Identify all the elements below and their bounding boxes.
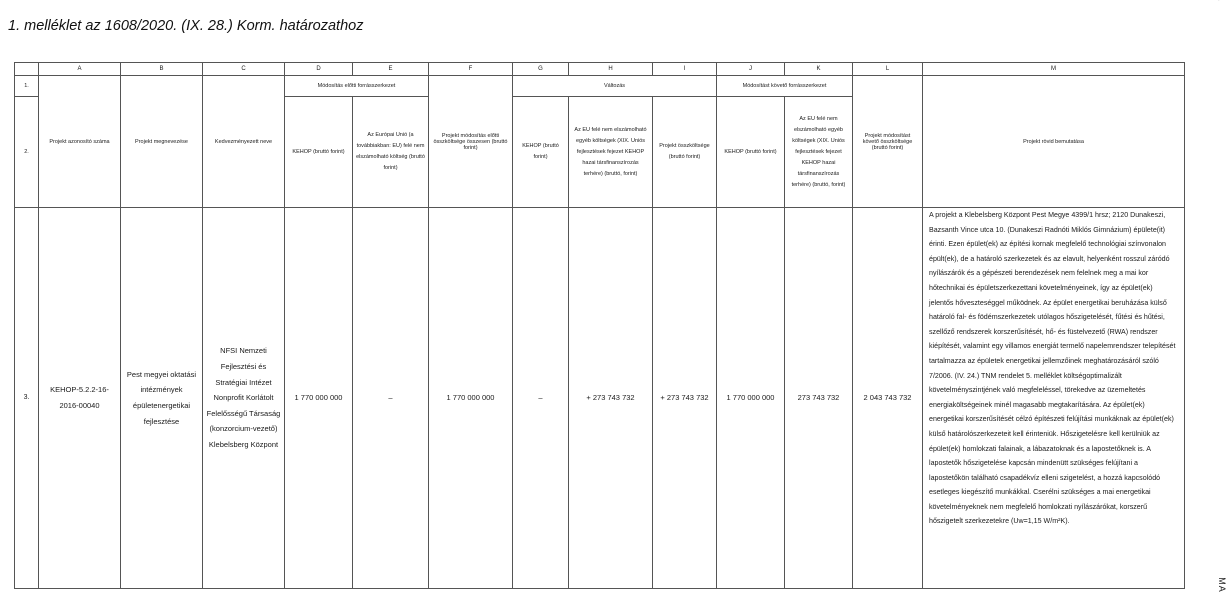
page-number: [1212, 0, 1224, 16]
column-letter-row: [15, 63, 1185, 76]
header-m: Projekt rövid bemutatása: [923, 76, 1185, 208]
header-c: Kedvezményezett neve: [203, 76, 285, 208]
annex-table: [14, 62, 1185, 589]
column-letter: F: [429, 63, 513, 76]
group-header-before: Módosítás előtti forrásszerkezet: [285, 76, 429, 97]
header-e: Az Európai Unió (a továbbiakban: EU) felé nem elszámolható költség (bruttó forint): [353, 97, 429, 208]
header-a: Projekt azonosító száma: [39, 76, 121, 208]
header-k: Az EU felé nem elszámolható egyéb költségek (XIX. Uniós fejlesztések fejezet KEHOP hazai társfinanszírozás terhére) (bruttó, forint): [785, 97, 853, 208]
column-letter: G: [513, 63, 569, 76]
column-letter: D: [285, 63, 353, 76]
total-before-cell: 1 770 000 000: [429, 208, 513, 589]
corner-cell: [15, 63, 39, 76]
kehop-change-cell: –: [513, 208, 569, 589]
header-i: Projekt összköltsége (bruttó forint): [653, 97, 717, 208]
total-change-cell: + 273 743 732: [653, 208, 717, 589]
column-letter: B: [121, 63, 203, 76]
kehop-after-cell: 1 770 000 000: [717, 208, 785, 589]
kehop-before-cell: 1 770 000 000: [285, 208, 353, 589]
header-j: KEHOP (bruttó forint): [717, 97, 785, 208]
document-title: 1. melléklet az 1608/2020. (IX. 28.) Korm. határozathoz: [8, 18, 364, 34]
table-row: [15, 208, 1185, 589]
total-after-cell: 2 043 743 732: [853, 208, 923, 589]
header-d: KEHOP (bruttó forint): [285, 97, 353, 208]
column-letter: H: [569, 63, 653, 76]
project-description-cell: A projekt a Klebelsberg Központ Pest Megye 4399/1 hrsz; 2120 Dunakeszi, Bazsanth Vince utca 10. (Dunakeszi Radnóti Miklós Gimnázium) épülete(it) érinti. Ezen épület(ek) az építési kornak megfelelő technológiai színvonalon épült(ek), de a határoló szerkezetek és az elavult, helyenként rosszul záródó nyílászárók és a gépészeti berendezések nem felelnek meg a mai kor hőtechnikai és épületszerkezettani követelményeinek, így az épület(ek) jelentős hőveszteséggel működnek. Az épület energetikai beruházása külső határoló fal- és födémszerkezetek utólagos hőszigetelését, fűtési és hűtési, szellőző rendszerek korszerűsítését, hő- és füstelvezető (RWA) rendszer kiépítését, valamint egy villamos energiát termelő napelemrendszer telepítését tartalmazza az épületek energetikai jellemzőinek meghatározásáról szóló 7/2006. (IV. 24.) TNM rendelet 5. melléklet költségoptimalizált követelményszintjének való megfeleléssel, törekedve az üzemeltetés energiaköltségeinek minél magasabb megtakarítására. Az épület(ek) energetikai korszerűsítését célzó építészeti felújítási munkáknak az épület(ek) külső határolószerkezeteit kell érinteniük. Hőszigetelésre kell kerülniük az épület(ek) homlokzati falainak, a lábazatoknak és a lapostetőknek is. A lapostetők hőszigetelése kapcsán mindenütt szükséges felújítani a lapostetőkön található csapadékvíz elleni szigetelést, a hozzá kapcsolódó esetleges kiegészítő munkákkal. Cserélni szükséges a mai energetikai követelményeknek nem megfelelő homlokzati nyílászárókat, korszerű hőszigetelt szerkezetekre (Uw=1,15 W/m²K).: [923, 208, 1185, 589]
header-row-1: [15, 76, 1185, 97]
beneficiary-cell: NFSI Nemzeti Fejlesztési és Stratégiai Intézet Nonprofit Korlátolt Felelősségű Társaság (konzorcium-vezető) Klebelsberg Központ: [203, 208, 285, 589]
column-letter: C: [203, 63, 285, 76]
margin-mark: MA: [1216, 577, 1227, 593]
header-f: Projekt módosítás előtti összköltsége összesen (bruttó forint): [429, 76, 513, 208]
header-g: KEHOP (bruttó forint): [513, 97, 569, 208]
column-letter: K: [785, 63, 853, 76]
group-header-change: Változás: [513, 76, 717, 97]
project-id-cell: KEHOP-5.2.2-16-2016-00040: [39, 208, 121, 589]
project-name-cell: Pest megyei oktatási intézmények épületenergetikai fejlesztése: [121, 208, 203, 589]
group-header-after: Módosítást követő forrásszerkezet: [717, 76, 853, 97]
row-label: 1.: [15, 76, 39, 97]
eu-non-eligible-before-cell: –: [353, 208, 429, 589]
column-letter: I: [653, 63, 717, 76]
header-l: Projekt módosítást követő összköltsége (bruttó forint): [853, 76, 923, 208]
other-costs-after-cell: 273 743 732: [785, 208, 853, 589]
header-b: Projekt megnevezése: [121, 76, 203, 208]
header-h: Az EU felé nem elszámolható egyéb költségek (XIX. Uniós fejlesztések fejezet KEHOP hazai társfinanszírozás terhére) (bruttó, forint): [569, 97, 653, 208]
row-label: 2.: [15, 97, 39, 208]
column-letter: A: [39, 63, 121, 76]
other-costs-change-cell: + 273 743 732: [569, 208, 653, 589]
row-label: 3.: [15, 208, 39, 589]
column-letter: E: [353, 63, 429, 76]
column-letter: L: [853, 63, 923, 76]
column-letter: J: [717, 63, 785, 76]
column-letter: M: [923, 63, 1185, 76]
